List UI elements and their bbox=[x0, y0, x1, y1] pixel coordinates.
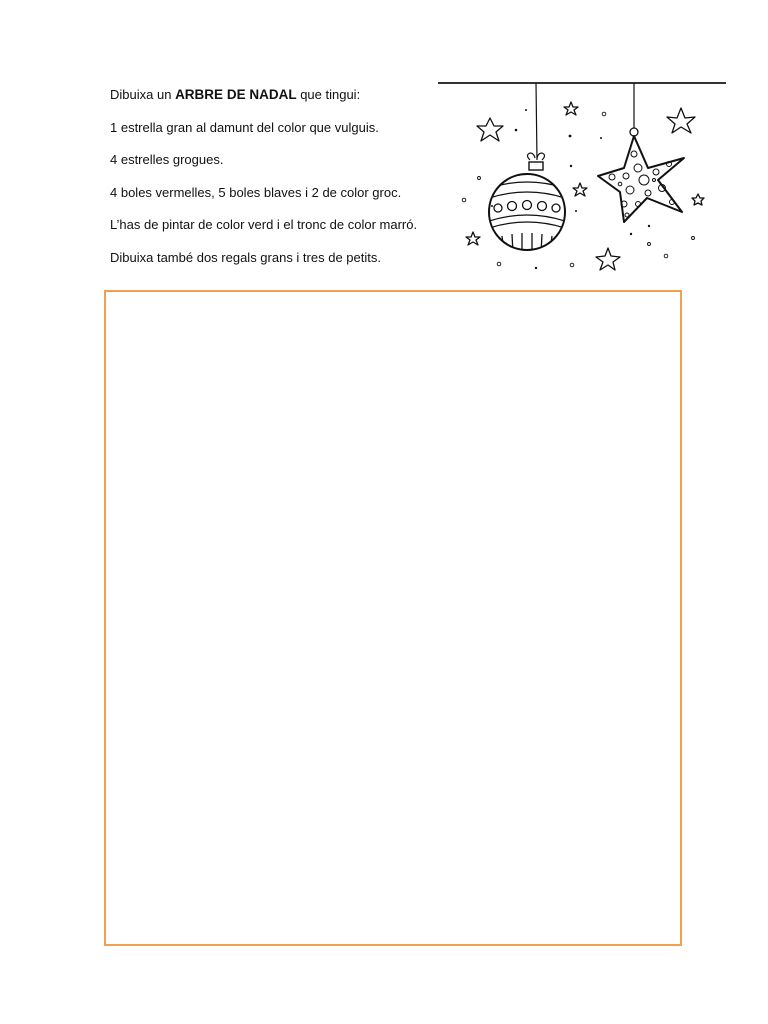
small-star-icon bbox=[477, 118, 503, 141]
instruction-yellow-stars: 4 estrelles grogues. bbox=[110, 152, 224, 168]
small-star-icon bbox=[692, 194, 704, 205]
instructions bbox=[110, 86, 450, 282]
title-suffix: que tingui: bbox=[300, 87, 361, 102]
title-bold: ARBRE DE NADAL bbox=[175, 87, 297, 102]
title-prefix: Dibuixa un bbox=[110, 87, 172, 102]
small-star-icon bbox=[466, 232, 480, 245]
small-star-icon bbox=[596, 248, 620, 270]
christmas-ornaments-illustration bbox=[434, 76, 728, 286]
drawing-area[interactable] bbox=[104, 290, 682, 946]
instruction-star: 1 estrella gran al damunt del color que vulguis. bbox=[110, 119, 379, 135]
instruction-balls: 4 boles vermelles, 5 boles blaves i 2 de color groc. bbox=[110, 184, 402, 200]
small-star-icon bbox=[573, 183, 587, 196]
small-star-icon bbox=[667, 108, 695, 133]
hanging-star-icon bbox=[598, 83, 684, 222]
instruction-colors: L’has de pintar de color verd i el tronc de color marró. bbox=[110, 217, 418, 233]
instruction-title bbox=[110, 86, 450, 119]
instruction-gifts: Dibuixa també dos regals grans i tres de petits. bbox=[110, 249, 381, 265]
small-star-icon bbox=[564, 102, 578, 115]
christmas-ball-icon bbox=[489, 83, 565, 256]
